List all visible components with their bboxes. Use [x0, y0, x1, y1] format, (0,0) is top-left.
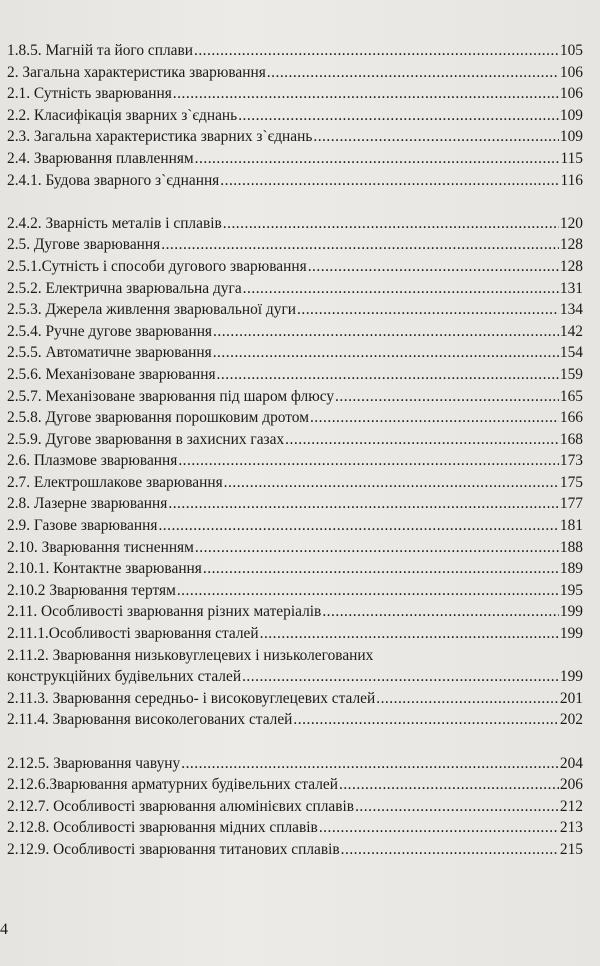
- toc-entry: [7, 62, 583, 84]
- toc-entry: [7, 299, 583, 321]
- toc-entry-page: 201: [559, 689, 583, 707]
- dot-leader: [195, 148, 560, 170]
- toc-entry-title: 2.5. Дугове зварювання: [7, 236, 161, 254]
- toc-entry-title: 2.11.4. Зварювання високолегованих сталей: [7, 711, 293, 729]
- dot-leader: [267, 62, 559, 84]
- toc-entry-page: 173: [559, 452, 583, 470]
- toc-entry: [7, 256, 583, 278]
- toc-entry: [7, 839, 583, 861]
- toc-entry-page: 134: [559, 301, 583, 319]
- toc-entry-title: 2.5.8. Дугове зварювання порошковим дротом: [7, 409, 309, 427]
- table-of-contents: [7, 40, 583, 861]
- toc-entry: [7, 40, 583, 62]
- toc-entry-title: 2.5.6. Механізоване зварювання: [7, 365, 216, 383]
- toc-entry-title: 2.1. Сутність зварювання: [7, 85, 172, 103]
- dot-leader: [213, 321, 559, 343]
- toc-entry: [7, 709, 583, 731]
- toc-group: [7, 40, 583, 191]
- dot-leader: [213, 342, 559, 364]
- toc-gap: [7, 731, 583, 753]
- dot-leader: [355, 796, 559, 818]
- toc-entry: [7, 601, 583, 623]
- toc-entry: [7, 796, 583, 818]
- toc-entry-page: 159: [559, 365, 583, 383]
- toc-entry-page: 131: [559, 279, 583, 297]
- toc-entry-page: 177: [559, 495, 583, 513]
- toc-group: [7, 213, 583, 645]
- toc-entry-page: 142: [559, 322, 583, 340]
- toc-entry-page: 115: [560, 149, 583, 167]
- dot-leader: [376, 688, 559, 710]
- dot-leader: [238, 105, 559, 127]
- dot-leader: [339, 774, 559, 796]
- toc-entry-page: 204: [559, 754, 583, 772]
- toc-entry-page: 175: [559, 473, 583, 491]
- toc-entry-page: 109: [559, 128, 583, 146]
- toc-entry-title: 2.5.3. Джерела живлення зварювальної дуги: [7, 301, 296, 319]
- dot-leader: [161, 234, 559, 256]
- toc-entry-title: 2.8. Лазерне зварювання: [7, 495, 168, 513]
- dot-leader: [341, 839, 559, 861]
- toc-entry-page: 128: [559, 257, 583, 275]
- dot-leader: [308, 256, 559, 278]
- toc-group: [7, 688, 583, 731]
- toc-entry-page: 188: [559, 538, 583, 556]
- toc-entry-title: 2.5.4. Ручне дугове зварювання: [7, 322, 213, 340]
- toc-entry: [7, 170, 583, 192]
- toc-entry-title: конструкційних будівельних сталей: [7, 668, 242, 686]
- dot-leader: [313, 126, 559, 148]
- toc-entry: [7, 688, 583, 710]
- toc-entry-title: 2.5.9. Дугове зварювання в захисних газах: [7, 430, 285, 448]
- toc-entry-title: 2.5.2. Електрична зварювальна дуга: [7, 279, 242, 297]
- toc-entry-page: 105: [559, 42, 583, 59]
- toc-entry-title: 2.11.3. Зварювання середньо- і високовуглецевих сталей: [7, 689, 376, 707]
- toc-entry-title: 2.10. Зварювання тисненням: [7, 538, 194, 556]
- toc-entry: [7, 105, 583, 127]
- toc-entry-title: 2.12.5. Зварювання чавуну: [7, 754, 181, 772]
- toc-entry-page: 189: [559, 560, 583, 578]
- toc-entry-title: 2.11.2. Зварювання низьковуглецевих і низьколегованих: [7, 646, 374, 664]
- toc-entry-page: 181: [559, 517, 583, 535]
- toc-entry-page: 128: [559, 236, 583, 254]
- toc-entry: [7, 234, 583, 256]
- dot-leader: [224, 472, 559, 494]
- toc-entry: [7, 342, 583, 364]
- dot-leader: [297, 299, 559, 321]
- dot-leader: [195, 537, 559, 559]
- toc-entry-title: 2.5.1.Сутність і способи дугового зварювання: [7, 257, 307, 275]
- dot-leader: [158, 515, 558, 537]
- toc-entry: [7, 364, 583, 386]
- toc-entry: [7, 278, 583, 300]
- dot-leader: [319, 817, 559, 839]
- dot-leader: [242, 666, 559, 688]
- toc-entry-title: 2.4.2. Зварність металів і сплавів: [7, 214, 222, 232]
- toc-entry: [7, 83, 583, 105]
- toc-entry: [7, 407, 583, 429]
- dot-leader: [223, 213, 559, 235]
- dot-leader: [322, 601, 559, 623]
- dot-leader: [181, 753, 559, 775]
- toc-entry-title: 2.3. Загальна характеристика зварних з`єднань: [7, 128, 313, 146]
- dot-leader: [220, 170, 559, 192]
- toc-entry-title: 2.12.8. Особливості зварювання мідних сплавів: [7, 819, 318, 837]
- toc-entry: [7, 558, 583, 580]
- toc-entry-page: 195: [559, 581, 583, 599]
- toc-entry-title: 2.9. Газове зварювання: [7, 517, 158, 535]
- toc-entry-page: 116: [560, 171, 583, 189]
- toc-entry: [7, 429, 583, 451]
- toc-entry: [7, 213, 583, 235]
- dot-leader: [260, 623, 559, 645]
- dot-leader: [178, 450, 559, 472]
- dot-leader: [217, 364, 559, 386]
- toc-entry-title: 2.12.6.Зварювання арматурних будівельних сталей: [7, 776, 338, 794]
- toc-entry-title: 2. Загальна характеристика зварювання: [7, 63, 266, 81]
- page-number: 4: [0, 921, 8, 938]
- toc-entry: [7, 515, 583, 537]
- toc-entry-page: 168: [559, 430, 583, 448]
- toc-entry-page: 199: [559, 668, 583, 686]
- toc-entry-page: 215: [559, 840, 583, 858]
- toc-entry-title: 2.12.7. Особливості зварювання алюмінієвих сплавів: [7, 797, 355, 815]
- toc-entry-title: 2.6. Плазмове зварювання: [7, 452, 178, 470]
- toc-entry: [7, 148, 583, 170]
- dot-leader: [194, 40, 559, 62]
- toc-entry-multiline: [7, 645, 583, 688]
- toc-entry: [7, 126, 583, 148]
- toc-entry: [7, 580, 583, 602]
- toc-entry: [7, 472, 583, 494]
- dot-leader: [310, 407, 559, 429]
- dot-leader: [203, 558, 559, 580]
- toc-entry-page: 154: [559, 344, 583, 362]
- toc-entry-page: 202: [559, 711, 583, 729]
- toc-entry-title: 1.8.5. Магній та його сплави: [7, 42, 193, 59]
- toc-entry-page: 166: [559, 409, 583, 427]
- toc-entry-title: 2.12.9. Особливості зварювання титанових сплавів: [7, 840, 340, 858]
- toc-entry-title: 2.11.1.Особливості зварювання сталей: [7, 625, 259, 643]
- toc-entry-title: 2.7. Електрошлакове зварювання: [7, 473, 223, 491]
- toc-entry-title: 2.5.7. Механізоване зварювання під шаром флюсу: [7, 387, 335, 405]
- dot-leader: [285, 429, 559, 451]
- dot-leader: [243, 278, 559, 300]
- toc-entry: [7, 450, 583, 472]
- toc-entry-page: 120: [559, 214, 583, 232]
- toc-group: [7, 753, 583, 861]
- toc-entry-page: 213: [559, 819, 583, 837]
- dot-leader: [177, 580, 559, 602]
- toc-entry-title: 2.5.5. Автоматичне зварювання: [7, 344, 212, 362]
- toc-entry-title: 2.2. Класифікація зварних з`єднань: [7, 106, 238, 124]
- toc-entry: [7, 386, 583, 408]
- toc-entry-title: 2.11. Особливості зварювання різних матеріалів: [7, 603, 322, 621]
- dot-leader: [173, 83, 559, 105]
- toc-entry-page: 165: [559, 387, 583, 405]
- toc-entry-page: 206: [559, 776, 583, 794]
- toc-entry: [7, 774, 583, 796]
- toc-entry: [7, 321, 583, 343]
- toc-entry-title: 2.4.1. Будова зварного з`єднання: [7, 171, 220, 189]
- toc-entry-page: 106: [559, 85, 583, 103]
- toc-entry-page: 212: [559, 797, 583, 815]
- toc-entry: [7, 817, 583, 839]
- toc-entry-page: 199: [559, 625, 583, 643]
- dot-leader: [293, 709, 558, 731]
- toc-entry: [7, 753, 583, 775]
- toc-entry: [7, 537, 583, 559]
- toc-entry-title: 2.10.1. Контактне зварювання: [7, 560, 202, 578]
- dot-leader: [168, 493, 559, 515]
- toc-entry-page: 199: [559, 603, 583, 621]
- toc-gap: [7, 191, 583, 213]
- toc-entry: [7, 493, 583, 515]
- toc-entry-title: 2.4. Зварювання плавленням: [7, 149, 194, 167]
- dot-leader: [335, 386, 559, 408]
- toc-entry-page: 106: [559, 63, 583, 81]
- toc-entry-page: 109: [559, 106, 583, 124]
- toc-entry: [7, 623, 583, 645]
- toc-entry-title: 2.10.2 Зварювання тертям: [7, 581, 176, 599]
